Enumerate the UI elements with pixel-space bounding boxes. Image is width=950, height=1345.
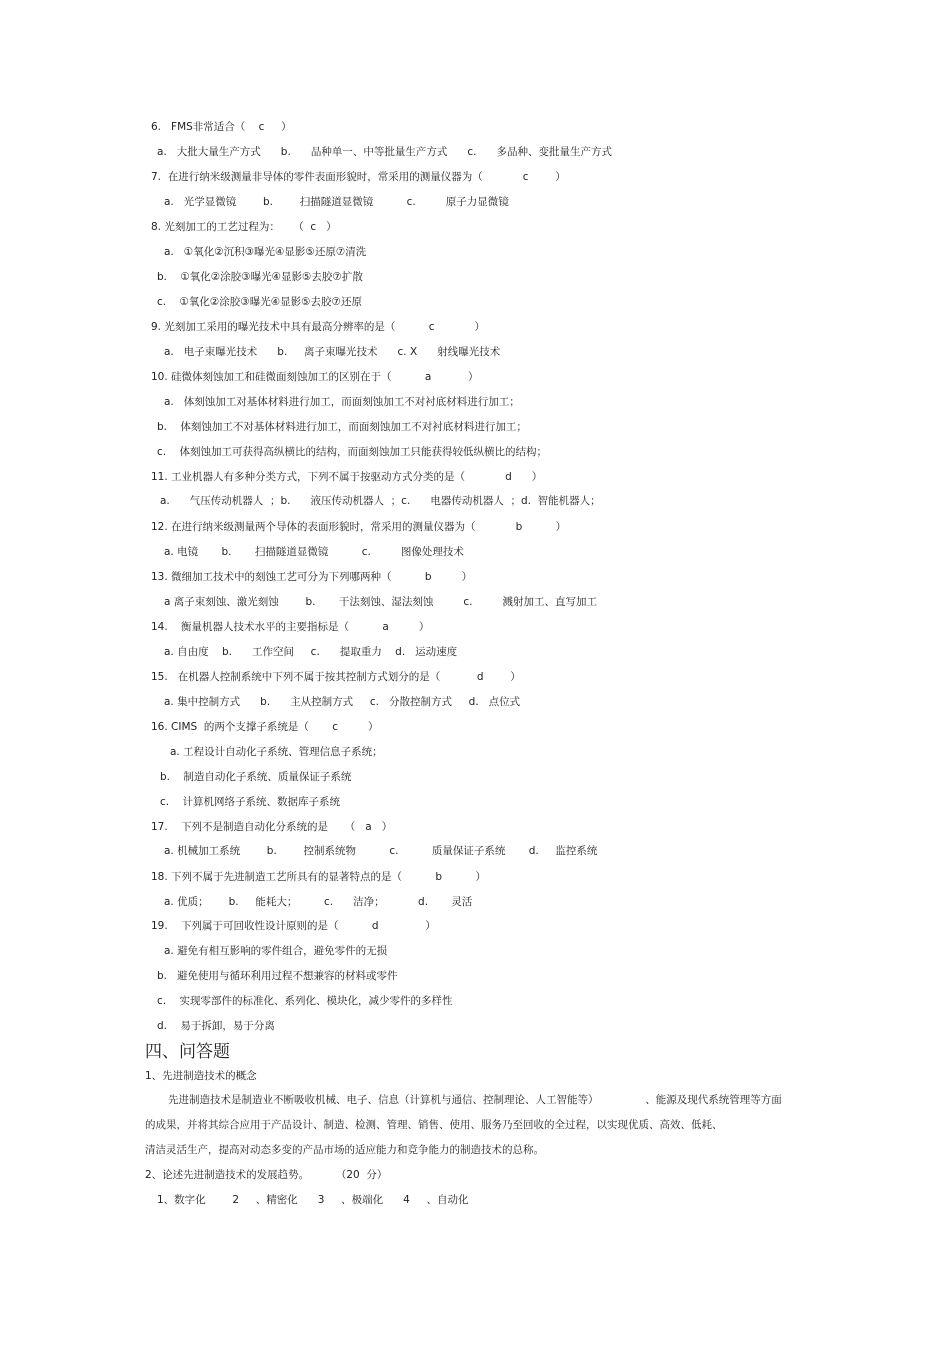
question-18-options: a. 优质； b. 能耗大； c. 洁净； d. 灵活 — [164, 896, 473, 908]
question-10: 10. 硅微体刻蚀加工和硅微面刻蚀加工的区别在于（ a ） — [151, 371, 479, 383]
question-19-option-b: b. 避免使用与循环利用过程不想兼容的材料或零件 — [157, 970, 398, 982]
question-16: 16. CIMS 的两个支撑子系统是（ c ） — [151, 721, 379, 733]
question-12-options: a. 电镜 b. 扫描隧道显微镜 c. 图像处理技术 — [164, 546, 464, 558]
question-19-option-a: a. 避免有相互影响的零件组合，避免零件的无损 — [164, 945, 388, 957]
question-8-option-a: a. ①氧化②沉积③曝光④显影⑤还原⑦清洗 — [164, 246, 367, 258]
qa-answer-1-line-1: 先进制造技术是制造业不断吸收机械、电子、信息（计算机与通信、控制理论、人工智能等） 、能源及现代系统管理等方面 — [168, 1094, 782, 1106]
question-10-option-a: a. 体刻蚀加工对基体材料进行加工，而面刻蚀加工不对衬底材料进行加工； — [164, 396, 520, 408]
question-6: 6. FMS非常适合（ c ） — [151, 121, 292, 133]
qa-question-2: 2、论述先进制造技术的发展趋势。 （20 分） — [145, 1169, 388, 1181]
question-13-options: a 离子束刻蚀、激光刻蚀 b. 干法刻蚀、湿法刻蚀 c. 溅射加工、直写加工 — [164, 596, 598, 608]
question-10-option-b: b. 体刻蚀加工不对基体材料进行加工，而面刻蚀加工不对衬底材料进行加工； — [157, 421, 527, 433]
qa-answer-1-line-2: 的成果，并将其综合应用于产品设计、制造、检测、管理、销售、使用、服务乃至回收的全过程，以实现优质、高效、低耗、 — [145, 1119, 723, 1131]
question-15: 15. 在机器人控制系统中下列不属于按其控制方式划分的是（ d ） — [151, 671, 521, 683]
question-9: 9. 光刻加工采用的曝光技术中具有最高分辨率的是（ c ） — [151, 321, 486, 333]
question-16-option-c: c. 计算机网络子系统、数据库子系统 — [160, 796, 340, 808]
question-19: 19. 下列属于可回收性设计原则的是（ d ） — [151, 920, 436, 932]
question-7: 7. 在进行纳米级测量非导体的零件表面形貌时，常采用的测量仪器为（ c ） — [151, 171, 566, 183]
question-18: 18. 下列不属于先进制造工艺所具有的显著特点的是（ b ） — [151, 871, 486, 883]
question-8-option-c: c. ①氧化②涂胶③曝光④显影⑤去胶⑦还原 — [157, 296, 362, 308]
question-14: 14. 衡量机器人技术水平的主要指标是（ a ） — [151, 621, 430, 633]
section-title: 四、问答题 — [145, 1042, 230, 1062]
question-8: 8. 光刻加工的工艺过程为： （ c ） — [151, 221, 337, 233]
question-19-option-d: d. 易于拆卸，易于分离 — [157, 1020, 275, 1032]
question-7-options: a. 光学显微镜 b. 扫描隧道显微镜 c. 原子力显微镜 — [164, 196, 509, 208]
question-13: 13. 微细加工技术中的刻蚀工艺可分为下列哪两种（ b ） — [151, 571, 473, 583]
question-12: 12. 在进行纳米级测量两个导体的表面形貌时，常采用的测量仪器为（ b ） — [151, 521, 567, 533]
question-11: 11. 工业机器人有多种分类方式，下列不属于按驱动方式分类的是（ d ） — [151, 471, 543, 483]
question-8-option-b: b. ①氧化②涂胶③曝光④显影⑤去胶⑦扩散 — [157, 271, 363, 283]
question-16-option-a: a. 工程设计自动化子系统、管理信息子系统； — [170, 746, 383, 758]
question-6-options: a. 大批大量生产方式 b. 品种单一、中等批量生产方式 c. 多品种、变批量生产方式 — [157, 146, 613, 158]
question-17: 17. 下列不是制造自动化分系统的是 （ a ） — [151, 821, 393, 833]
question-19-option-c: c. 实现零部件的标准化、系列化、模块化，减少零件的多样性 — [157, 995, 453, 1007]
qa-answer-2: 1、数字化 2 、精密化 3 、极端化 4 、自动化 — [157, 1194, 469, 1206]
question-16-option-b: b. 制造自动化子系统、质量保证子系统 — [160, 771, 352, 783]
question-14-options: a. 自由度 b. 工作空间 c. 提取重力 d. 运动速度 — [164, 646, 458, 658]
question-17-options: a. 机械加工系统 b. 控制系统物 c. 质量保证子系统 d. 监控系统 — [164, 845, 598, 857]
question-11-options: a. 气压传动机器人 ；b. 液压传动机器人 ；c. 电器传动机器人 ；d. 智能机器人； — [160, 495, 601, 507]
question-10-option-c: c. 体刻蚀加工可获得高纵横比的结构，而面刻蚀加工只能获得较低纵横比的结构； — [157, 446, 547, 458]
question-15-options: a. 集中控制方式 b. 主从控制方式 c. 分散控制方式 d. 点位式 — [164, 696, 521, 708]
qa-answer-1-line-3: 清洁灵活生产，提高对动态多变的产品市场的适应能力和竞争能力的制造技术的总称。 — [145, 1144, 544, 1156]
qa-question-1: 1、先进制造技术的概念 — [145, 1070, 257, 1082]
question-9-options: a. 电子束曝光技术 b. 离子束曝光技术 c. X 射线曝光技术 — [164, 346, 501, 358]
